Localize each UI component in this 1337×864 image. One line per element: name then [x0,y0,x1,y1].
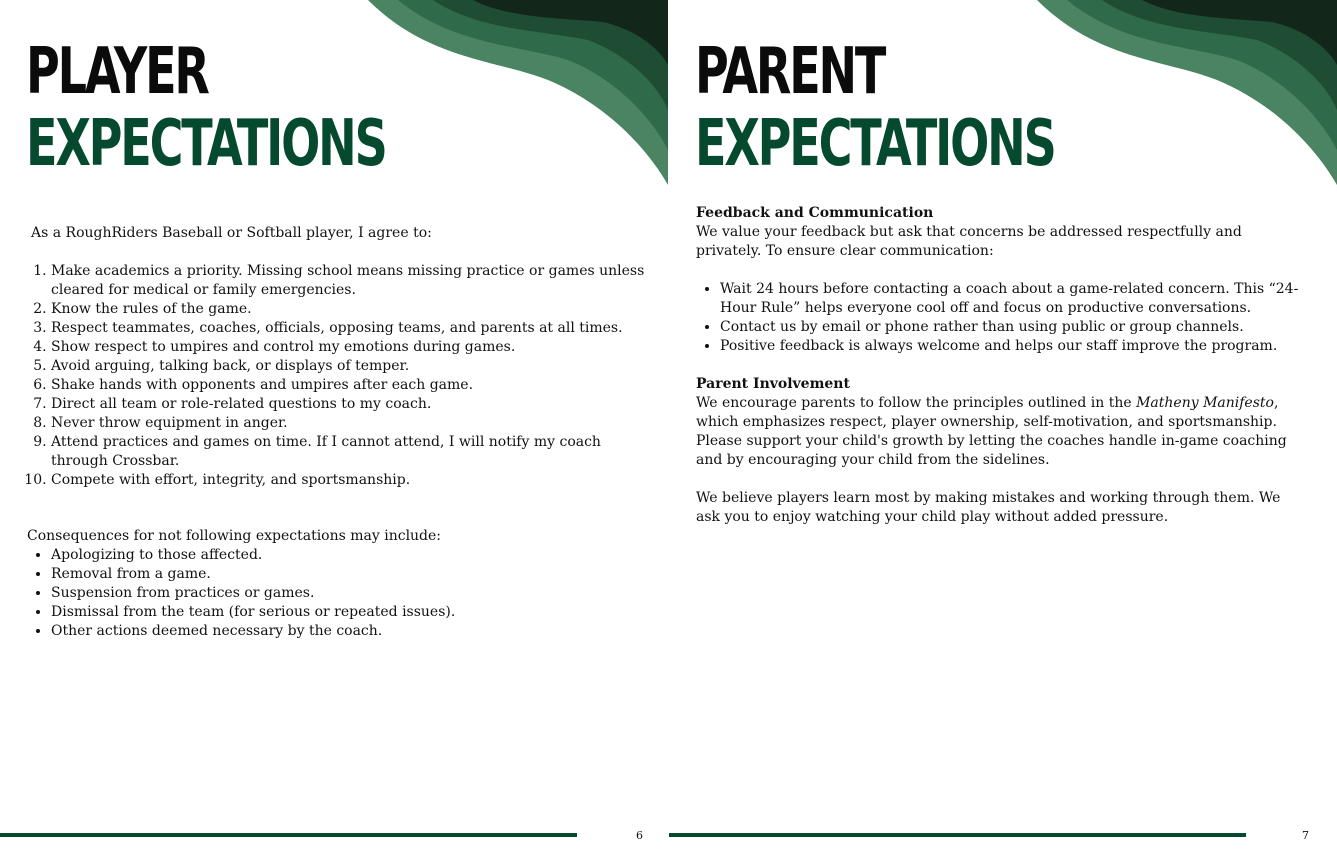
page-title [695,35,1194,181]
title-line-expectations: EXPECTATIONS [695,107,1055,181]
page-title [26,35,525,181]
rule-item: 2. Know the rules of the game. [51,300,647,319]
feedback-item: • Positive feedback is always welcome and helps our staff improve the program. [720,337,1306,356]
title-line-expectations: EXPECTATIONS [26,107,386,181]
title-line-parent: PARENT [695,35,885,109]
consequence-item: • Apologizing to those affected. [51,546,647,565]
feedback-heading: Feedback and Communication [696,205,934,221]
page-player-expectations [0,0,668,864]
feedback-item: • Wait 24 hours before contacting a coach about a game-related concern. This “24-Hour Rule” helps everyone cool off and focus on productive conversations. [720,280,1306,318]
closing-paragraph: We believe players learn most by making mistakes and working through them. We ask you to enjoy watching your child play without added pressure. [696,490,1281,525]
player-body [27,224,647,641]
consequences-intro: Consequences for not following expectations may include: [27,528,442,544]
page-number: 7 [1302,829,1309,842]
title-line-player: PLAYER [26,35,208,109]
involvement-heading: Parent Involvement [696,376,850,392]
rule-item: 4. Show respect to umpires and control my emotions during games. [51,338,647,357]
consequence-item: • Other actions deemed necessary by the coach. [51,622,647,641]
player-intro: As a RoughRiders Baseball or Softball player, I agree to: [31,225,432,241]
feedback-item: • Contact us by email or phone rather than using public or group channels. [720,318,1306,337]
rule-item: 10. Compete with effort, integrity, and sportsmanship. [51,471,647,490]
player-rules-list [27,262,647,490]
footer-rule [669,833,1246,837]
rule-item: 5. Avoid arguing, talking back, or displays of temper. [51,357,647,376]
rule-item: 8. Never throw equipment in anger. [51,414,647,433]
rule-item: 6. Shake hands with opponents and umpires after each game. [51,376,647,395]
consequences-list [27,546,647,641]
consequence-item: • Suspension from practices or games. [51,584,647,603]
rule-item: 3. Respect teammates, coaches, officials, opposing teams, and parents at all times. [51,319,647,338]
page-parent-expectations [669,0,1337,864]
manifesto-title: Matheny Manifesto [1136,395,1274,411]
parent-body [696,204,1306,527]
rule-item: 1. Make academics a priority. Missing school means missing practice or games unless cleared for medical or family emergencies. [51,262,647,300]
footer-rule [0,833,577,837]
feedback-intro: We value your feedback but ask that concerns be addressed respectfully and privately. To ensure clear communication: [696,224,1242,259]
involvement-text: We encourage parents to follow the principles outlined in the [696,395,1137,411]
involvement-text: , which emphasizes respect, player ownership, self-motivation, and sportsmanship. Please support your child's growth by letting the coaches handle in-game coaching and by encouraging your child from the sidelines. [696,395,1287,468]
consequence-item: • Dismissal from the team (for serious or repeated issues). [51,603,647,622]
involvement-paragraph [696,394,1306,470]
page-number: 6 [636,829,643,842]
rule-item: 9. Attend practices and games on time. If I cannot attend, I will notify my coach through Crossbar. [51,433,647,471]
feedback-list [696,280,1306,356]
consequence-item: • Removal from a game. [51,565,647,584]
rule-item: 7. Direct all team or role-related questions to my coach. [51,395,647,414]
